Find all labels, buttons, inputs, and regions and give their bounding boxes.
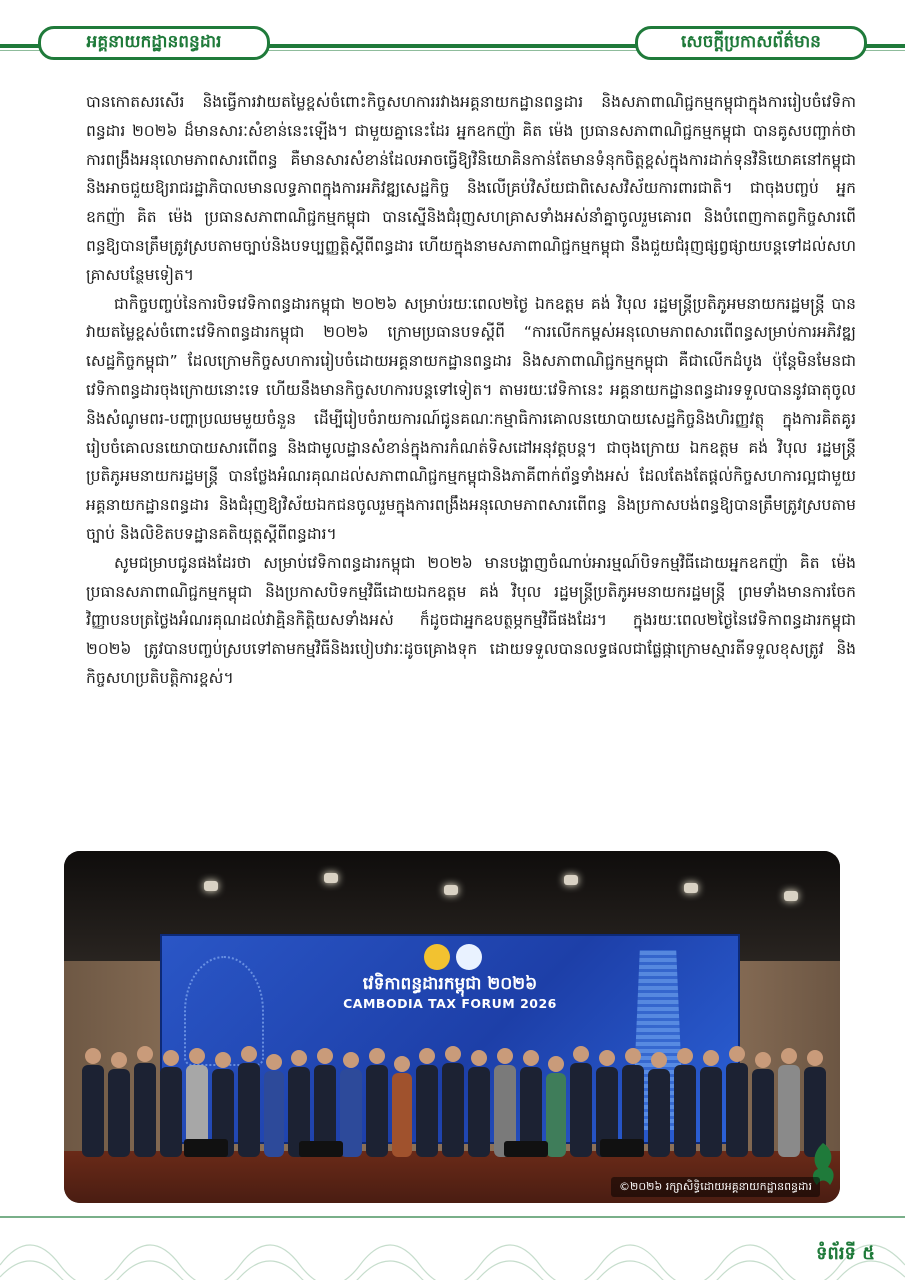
screen-title-english: CAMBODIA TAX FORUM 2026	[343, 996, 557, 1011]
article-paragraph-3: សូមជម្រាបជូនផងដែរថា សម្រាប់វេទិកាពន្ធដារកម្ពុជា ២០២៦ មានបង្ហាញចំណាប់អារម្មណ៍បិទកម្មវិធីដោយអ្នកឧកញ៉ា គិត ម៉េង ប្រធានសភាពាណិជ្ជកម្មកម្ពុជា និងប្រកាសបិទកម្មវិធីដោយឯកឧត្តម គង់ វិបុល រដ្ឋមន្ត្រីប្រតិភូអមនាយករដ្ឋមន្ត្រី ព្រមទាំងមានការចែកវិញ្ញាបនបត្រថ្លៃងអំណរគុណដល់វាគ្មិនកិត្តិយសទាំងអស់ ក៏ដូចជាអ្នកឧបត្ថម្ភកម្មវិធីផងដែរ។ ក្នុងរយៈពេល២ថ្ងៃនៃវេទិកាពន្ធដារកម្ពុជា ២០២៦ ត្រូវបានបញ្ចប់ស្របទៅតាមកម្មវិធីនិងរបៀបវារៈដូចគ្រោងទុក ដោយទទួលបានលទ្ធផលជាផ្លែផ្កាក្រោមស្មារតីទទួលខុសត្រូវ និងកិច្ចសហប្រតិបត្តិការខ្ពស់។	[86, 553, 856, 687]
header-left-tab: អគ្គនាយកដ្ឋានពន្ធដារ	[38, 26, 270, 60]
photo-caption: ©២០២៦ រក្សាសិទ្ធិដោយអគ្គនាយកដ្ឋានពន្ធដារ	[611, 1177, 820, 1197]
screen-title-khmer: វេទិកាពន្ធដារកម្ពុជា ២០២៦	[362, 974, 538, 994]
group-of-attendees	[64, 851, 840, 1203]
article-paragraph-2: ជាកិច្ចបញ្ចប់នៃការបិទវេទិកាពន្ធដារកម្ពុជា ២០២៦ សម្រាប់រយៈពេល២ថ្ងៃ ឯកឧត្តម គង់ វិបុល រដ្ឋមន្ត្រីប្រតិភូអមនាយករដ្ឋមន្ត្រី បានវាយតម្លៃខ្ពស់ចំពោះវេទិកាពន្ធដារកម្ពុជា ២០២៦ ក្រោមប្រធានបទស្តីពី “ការលើកកម្ពស់អនុលោមភាពសារពើពន្ធសម្រាប់ការអភិវឌ្ឍសេដ្ឋកិច្ចកម្ពុជា” ដែលក្រោមកិច្ចសហការរៀបចំដោយអគ្គនាយកដ្ឋានពន្ធដារ និងសភាពាណិជ្ជកម្មកម្ពុជា គឺជាលើកដំបូង ប៉ុន្តែមិនមែនជាវេទិកាពន្ធដារចុងក្រោយនោះទេ ហើយនឹងមានកិច្ចសហការបន្តទៅទៀត។ តាមរយៈវេទិកានេះ អគ្គនាយកដ្ឋានពន្ធដារទទួលបាននូវធាតុចូល និងសំណូមពរ-បញ្ហាប្រឈមមួយចំនួន ដើម្បីរៀបចំរាយការណ៍ជូនគណៈកម្មាធិការគោលនយោបាយសេដ្ឋកិច្ចនិងហិរញ្ញវត្ថុ ក្នុងការគិតគូររៀបចំគោលនយោបាយសារពើពន្ធ និងជាមូលដ្ឋានសំខាន់ក្នុងការកំណត់ទិសដៅអនុវត្តបន្ត។ ជាចុងក្រោយ ឯកឧត្តម គង់ វិបុល រដ្ឋមន្ត្រីប្រតិភូអមនាយករដ្ឋមន្ត្រី បានថ្លែងអំណរគុណដល់សភាពាណិជ្ជកម្មកម្ពុជានិងភាគីពាក់ព័ន្ធទាំងអស់ ដែលតែងតែផ្តល់កិច្ចសហការល្អជាមួយអគ្គនាយកដ្ឋានពន្ធដារ និងជំរុញឱ្យវិស័យឯកជនចូលរួមក្នុងការពង្រឹងអនុលោមភាពសារពើពន្ធ និងប្រកាសបង់ពន្ធឱ្យបានត្រឹមត្រូវស្របតាមច្បាប់ និងលិខិតបទដ្ឋានគតិយុត្តស្តីពីពន្ធដារ។	[86, 294, 856, 543]
header-right-tab: សេចក្តីប្រកាសព័ត៌មាន	[635, 26, 867, 60]
article-paragraph-1: បានកោតសរសើរ និងធ្វើការវាយតម្លៃខ្ពស់ចំពោះកិច្ចសហការរវាងអគ្គនាយកដ្ឋានពន្ធដារ និងសភាពាណិជ្ជកម្មកម្ពុជាក្នុងការរៀបចំវេទិកាពន្ធដារ ២០២៦ ដ៏មានសារៈសំខាន់នេះឡើង។ ជាមួយគ្នានេះដែរ អ្នកឧកញ៉ា គិត ម៉េង ប្រធានសភាពាណិជ្ជកម្មកម្ពុជា បានគូសបញ្ជាក់ថា ការពង្រឹងអនុលោមភាពសារពើពន្ធ គឺមានសារសំខាន់ដែលអាចធ្វើឱ្យវិនិយោគិនកាន់តែមានទំនុកចិត្តខ្ពស់ក្នុងការដាក់ទុនវិនិយោគនៅកម្ពុជា និងអាចជួយឱ្យរាជរដ្ឋាភិបាលមានលទ្ធភាពក្នុងការអភិវឌ្ឍសេដ្ឋកិច្ច និងលើគ្រប់វិស័យជាពិសេសវិស័យការពារជាតិ។ ជាចុងបញ្ចប់ អ្នកឧកញ៉ា គិត ម៉េង ប្រធានសភាពាណិជ្ជកម្មកម្ពុជា បានស្នើនិងជំរុញសហគ្រាសទាំងអស់នាំគ្នាចូលរួមគោរព និងបំពេញកាតព្វកិច្ចសារពើពន្ធឱ្យបានត្រឹមត្រូវស្របតាមច្បាប់និងបទប្បញ្ញត្តិស្តីពីពន្ធដារ ហើយក្នុងនាមសភាពាណិជ្ជកម្មកម្ពុជា នឹងជួយជំរុញផ្សព្វផ្សាយបន្តទៅដល់សហគ្រាសបន្ថែមទៀត។	[86, 93, 856, 284]
footer-ornament	[0, 1215, 905, 1280]
page-number: ទំព័រទី ៥	[815, 1243, 875, 1264]
event-photo	[64, 851, 840, 1203]
article-body	[86, 88, 856, 848]
attendee-silhouettes	[82, 1046, 826, 1157]
